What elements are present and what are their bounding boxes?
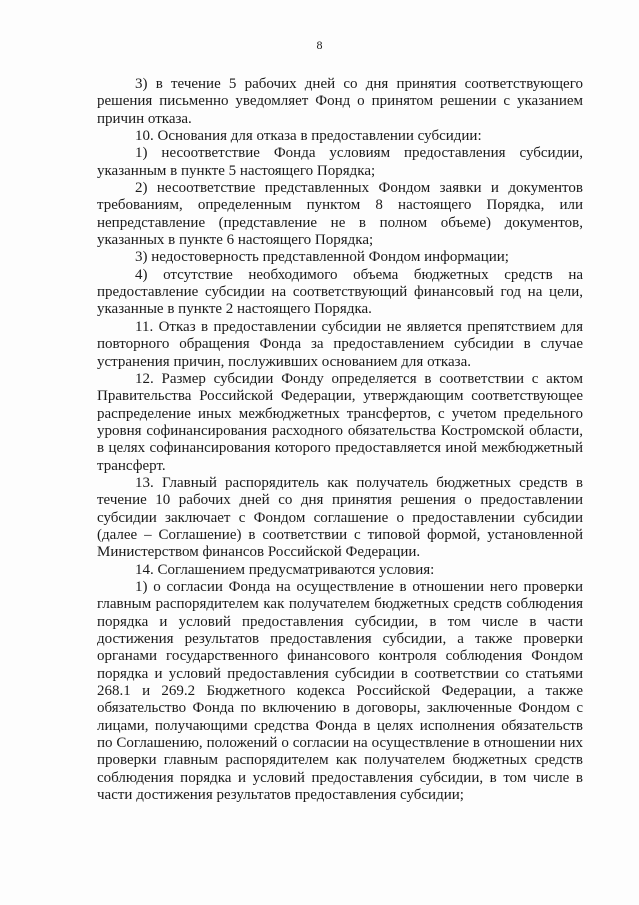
paragraph-9-3: 3) в течение 5 рабочих дней со дня принятия соответствующего решения письменно уведомляет Фонд о принятом решении с указанием причин отказа.: [97, 76, 583, 127]
paragraph-12: 12. Размер субсидии Фонду определяется в соответствии с актом Правительства Российской Федерации, утверждающим соответствующее распределение иных межбюджетных трансфертов, с учетом предельного уровня софинансирования расходного обязательства Костромской области, в целях софинансирования которого предоставляется иной межбюджетный трансферт.: [97, 370, 583, 474]
paragraph-14: 14. Соглашением предусматриваются условия:: [135, 561, 435, 578]
document-body: [97, 76, 583, 804]
paragraph-11: 11. Отказ в предоставлении субсидии не является препятствием для повторного обращения Фонда за предоставлением субсидии в случае устранения причин, послуживших основанием для отказа.: [97, 318, 583, 370]
paragraph-10: 10. Основания для отказа в предоставлении субсидии:: [135, 128, 482, 145]
paragraph-10-1: 1) несоответствие Фонда условиям предоставления субсидии, указанным в пункте 5 настоящего Порядка;: [97, 145, 583, 179]
page-number: 8: [316, 38, 323, 52]
paragraph-10-2: 2) несоответствие представленных Фондом заявки и документов требованиям, определенным пунктом 8 настоящего Порядка, или непредставление (представление не в полном объеме) документов, указанных в пункте 6 настоящего Порядка;: [97, 180, 583, 249]
paragraph-10-4: 4) отсутствие необходимого объема бюджетных средств на предоставление субсидии на соответствующий финансовый год на цели, указанные в пункте 2 настоящего Порядка.: [97, 266, 583, 318]
paragraph-10-3: 3) недостоверность представленной Фондом информации;: [135, 249, 509, 266]
paragraph-14-1: 1) о согласии Фонда на осуществление в отношении него проверки главным распорядителем как получателем бюджетных средств соблюдения порядка и условий предоставления субсидии, в том числе в части достижения результатов предоставления субсидии, а также проверки органами государственного финансового контроля соблюдения Фондом порядка и условий предоставления субсидии в соответствии со статьями 268.1 и 269.2 Бюджетного кодекса Российской Федерации, а также обязательство Фонда по включению в договоры, заключенные Фондом с лицами, получающими средства Фонда в целях исполнения обязательств по Соглашению, положений о согласии на осуществление в отношении них проверки главным распорядителем как получателем бюджетных средств соблюдения порядка и условий предоставления субсидии, в том числе в части достижения результатов предоставления субсидии;: [97, 578, 583, 804]
paragraph-13: 13. Главный распорядитель как получатель бюджетных средств в течение 10 рабочих дней со дня принятия решения о предоставлении субсидии заключает с Фондом соглашение о предоставлении субсидии (далее – Соглашение) в соответствии с типовой формой, установленной Министерством финансов Российской Федерации.: [97, 474, 583, 561]
